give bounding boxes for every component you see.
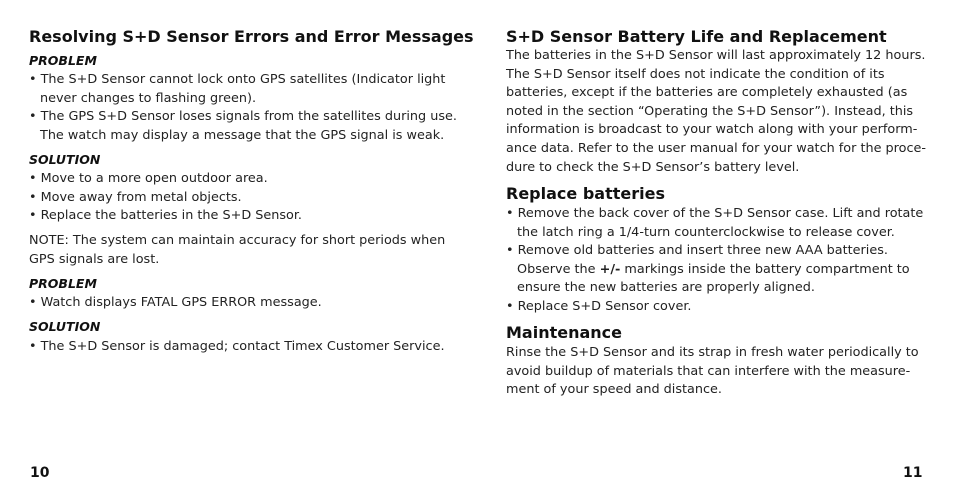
page-number: 10 — [30, 465, 50, 481]
left-page-title: Resolving S+D Sensor Errors and Error Messages — [29, 27, 474, 46]
page-number: 11 — [903, 465, 923, 481]
maintenance-paragraph — [506, 344, 919, 400]
problem-line: The watch may display a message that the GPS signal is weak. — [40, 127, 445, 143]
paragraph-line: ment of your speed and distance. — [506, 382, 722, 398]
battery-life-paragraph — [506, 47, 926, 177]
paragraph-line: ance data. Refer to the user manual for your watch for the proce- — [506, 140, 926, 156]
problem-line: never changes to flashing green). — [40, 90, 257, 106]
right-page — [506, 0, 928, 495]
left-page — [29, 0, 474, 495]
problem-line: • The S+D Sensor cannot lock onto GPS satellites (Indicator light — [29, 72, 446, 87]
right-page-title: S+D Sensor Battery Life and Replacement — [506, 27, 887, 46]
note-line: GPS signals are lost. — [29, 251, 160, 267]
solution-item — [29, 338, 445, 357]
note — [29, 232, 445, 269]
paragraph-line: The batteries in the S+D Sensor will last approximately 12 hours. — [506, 48, 926, 63]
paragraph-line: dure to check the S+D Sensor’s battery level. — [506, 159, 800, 175]
paragraph-line: information is broadcast to your watch along with your perform- — [506, 122, 918, 138]
list-item-text: Observe the — [517, 261, 600, 277]
solution-line: • The S+D Sensor is damaged; contact Timex Customer Service. — [29, 339, 445, 354]
list-item-line: • Remove the back cover of the S+D Sensor case. Lift and rotate — [506, 206, 924, 221]
paragraph-line: batteries, except if the batteries are completely exhausted (as — [506, 85, 908, 101]
note-line: NOTE: The system can maintain accuracy for short periods when — [29, 233, 446, 248]
problem-item — [29, 71, 457, 145]
problem-line: • The GPS S+D Sensor loses signals from the satellites during use. — [29, 109, 457, 125]
list-item-line: • Remove old batteries and insert three new AAA batteries. — [506, 243, 888, 259]
list-item-line: • Replace S+D Sensor cover. — [506, 298, 692, 314]
solution-item: • Move to a more open outdoor area. — [29, 171, 268, 186]
paragraph-line: noted in the section “Operating the S+D Sensor”). Instead, this — [506, 103, 914, 119]
solution-item: • Replace the batteries in the S+D Sensor. — [29, 208, 302, 224]
solution-item: • Move away from metal objects. — [29, 189, 242, 205]
replace-batteries-title: Replace batteries — [506, 184, 665, 203]
problem-item — [29, 294, 322, 313]
list-item-line: the latch ring a 1/4-turn counterclockwise to release cover. — [517, 224, 895, 240]
solution-label: SOLUTION — [29, 319, 101, 334]
paragraph-line: Rinse the S+D Sensor and its strap in fresh water periodically to — [506, 345, 919, 360]
paragraph-line: The S+D Sensor itself does not indicate the condition of its — [506, 66, 885, 82]
solution-label: SOLUTION — [29, 152, 101, 167]
problem-label: PROBLEM — [29, 53, 97, 68]
list-item-line: ensure the new batteries are properly aligned. — [517, 280, 815, 296]
problem-label: PROBLEM — [29, 276, 97, 291]
maintenance-title: Maintenance — [506, 323, 623, 342]
solution-list — [29, 170, 302, 226]
list-item-line — [506, 261, 923, 280]
list-item-text: markings inside the battery compartment to — [620, 261, 910, 277]
problem-line: • Watch displays FATAL GPS ERROR message. — [29, 295, 322, 310]
plus-minus-symbol: +/- — [599, 261, 621, 277]
replace-batteries-list — [506, 205, 923, 317]
paragraph-line: avoid buildup of materials that can interfere with the measure- — [506, 363, 911, 379]
